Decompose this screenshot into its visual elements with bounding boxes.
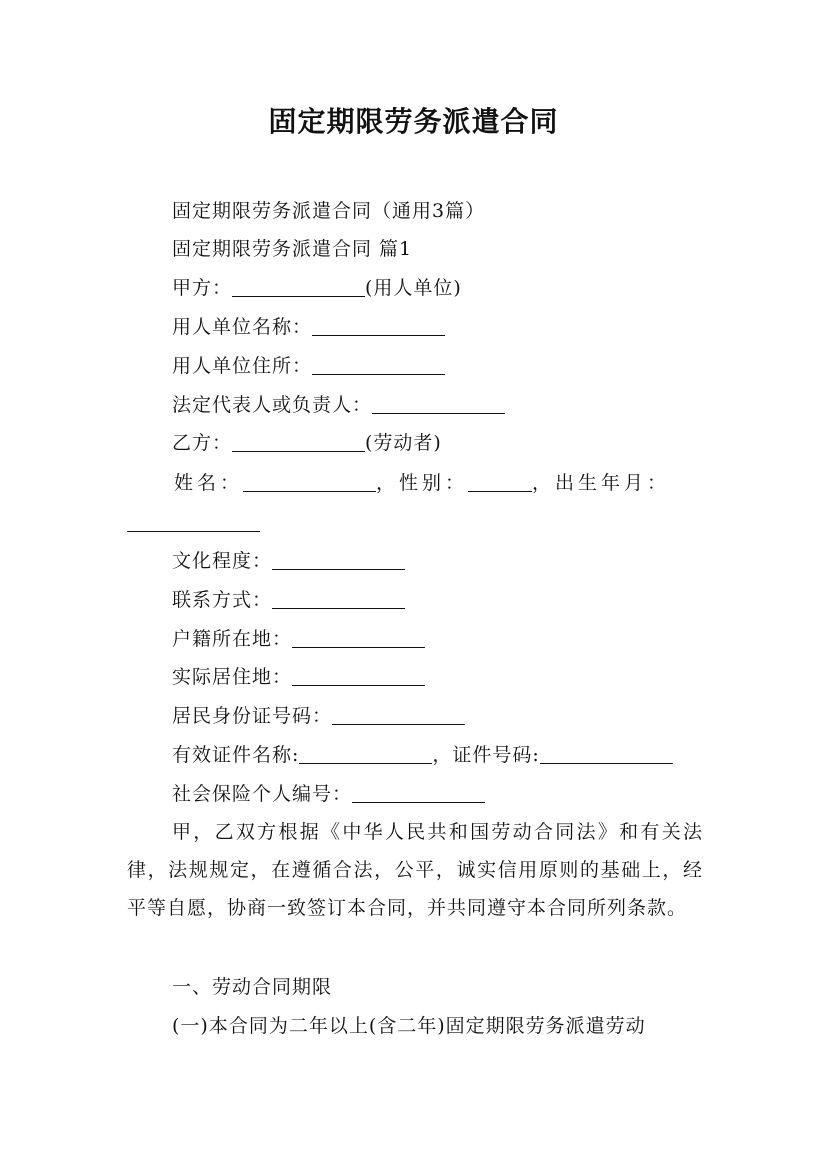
education-label: 文化程度： xyxy=(172,550,273,572)
contact-label: 联系方式： xyxy=(172,589,273,611)
name-blank xyxy=(243,473,376,492)
employer-name-blank xyxy=(312,317,445,336)
birth-line xyxy=(127,511,260,535)
intro-paragraph: 甲，乙双方根据《中华人民共和国劳动合同法》和有关法律，法规规定，在遵循合法，公平，诚实信用原则的基础上，经平等自愿，协商一致签订本合同，并共同遵守本合同所列条款。 xyxy=(127,821,703,919)
household-line xyxy=(172,627,425,651)
social-security-label: 社会保险个人编号： xyxy=(172,783,353,805)
education-line xyxy=(172,549,405,573)
party-b-label: 乙方： xyxy=(172,432,233,454)
employer-name-line xyxy=(172,315,445,339)
residence-line xyxy=(172,665,425,689)
residence-label: 实际居住地： xyxy=(172,666,293,688)
cert-name-blank xyxy=(299,745,432,764)
personal-info-line xyxy=(174,471,670,495)
cert-no-blank xyxy=(540,745,673,764)
cert-name-label: 有效证件名称: xyxy=(172,744,300,766)
name-label: 姓名： xyxy=(174,472,244,494)
cert-no-label: ，证件号码: xyxy=(432,744,540,766)
party-a-label: 甲方： xyxy=(172,277,233,299)
gender-blank xyxy=(468,473,532,492)
social-security-blank xyxy=(352,784,485,803)
gender-label: ，性别： xyxy=(376,472,469,494)
legal-rep-blank xyxy=(372,395,505,414)
legal-rep-label: 法定代表人或负责人： xyxy=(172,394,373,416)
household-blank xyxy=(292,629,425,648)
id-label: 居民身份证号码： xyxy=(172,705,333,727)
document-title: 固定期限劳务派遣合同 xyxy=(268,105,559,138)
employer-address-line xyxy=(172,354,445,378)
employer-name-label: 用人单位名称： xyxy=(172,316,313,338)
birth-label: ，出生年月： xyxy=(532,472,671,494)
contact-blank xyxy=(272,590,405,609)
contact-line xyxy=(172,588,405,612)
employer-address-blank xyxy=(312,356,445,375)
cert-line xyxy=(172,743,673,767)
legal-rep-line xyxy=(172,393,505,417)
employer-address-label: 用人单位住所： xyxy=(172,355,313,377)
id-blank xyxy=(332,706,465,725)
party-b-blank xyxy=(232,433,365,452)
party-a-line xyxy=(172,276,462,300)
party-a-blank xyxy=(232,278,365,297)
household-label: 户籍所在地： xyxy=(172,628,293,650)
section-heading: 固定期限劳务派遣合同 篇1 xyxy=(172,238,413,260)
residence-blank xyxy=(292,667,425,686)
party-a-suffix: (用人单位) xyxy=(365,277,462,299)
social-security-line xyxy=(172,782,485,806)
clause-1-item: (一)本合同为二年以上(含二年)固定期限劳务派遣劳动 xyxy=(172,1015,646,1037)
party-b-suffix: (劳动者) xyxy=(365,432,442,454)
id-line xyxy=(172,704,465,728)
birth-blank xyxy=(127,513,260,532)
party-b-line xyxy=(172,431,442,455)
subtitle: 固定期限劳务派遣合同（通用3篇） xyxy=(172,200,486,222)
clause-1-heading: 一、劳动合同期限 xyxy=(172,976,333,998)
education-blank xyxy=(272,551,405,570)
